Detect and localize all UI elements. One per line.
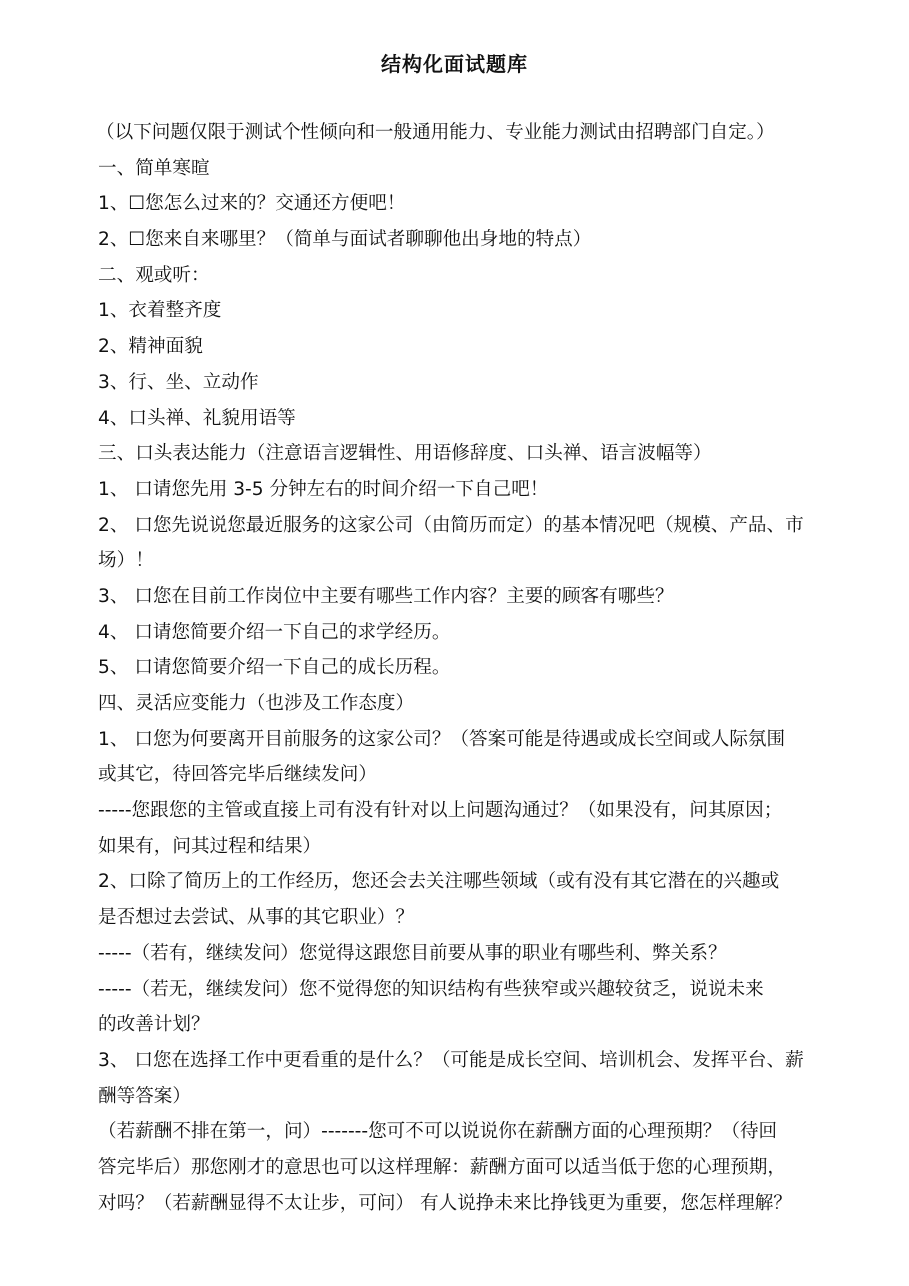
text-line: （若薪酬不排在第一，问）-------您可不可以说说你在薪酬方面的心理预期？（待回 bbox=[98, 1121, 778, 1143]
text-line: 对吗？（若薪酬显得不太让步，可问） 有人说挣未来比挣钱更为重要，您怎样理解？ bbox=[98, 1192, 792, 1214]
section-heading: 三、口头表达能力（注意语言逻辑性、用语修辞度、口头禅、语言波幅等） bbox=[98, 443, 712, 465]
text-line: 1、☐您怎么过来的？交通还方便吧！ bbox=[98, 193, 406, 215]
text-line: 答完毕后）那您刚才的意思也可以这样理解：薪酬方面可以适当低于您的心理预期， bbox=[98, 1156, 786, 1178]
text-line: 4、 口请您简要介绍一下自己的求学经历。 bbox=[98, 621, 451, 643]
text-line: 3、行、坐、立动作 bbox=[98, 371, 259, 393]
section-heading: 二、观或听： bbox=[98, 264, 210, 286]
text-line: 是否想过去尝试、从事的其它职业）？ bbox=[98, 907, 415, 929]
text-line: 2、口除了简历上的工作经历，您还会去关注哪些领域（或有没有其它潜在的兴趣或 bbox=[98, 871, 780, 893]
text-line: 2、☐您来自来哪里？（简单与面试者聊聊他出身地的特点） bbox=[98, 229, 592, 251]
text-line: 2、精神面貌 bbox=[98, 336, 203, 358]
document-body bbox=[98, 115, 880, 1221]
text-line: 如果有，问其过程和结果） bbox=[98, 835, 322, 857]
text-line: -----您跟您的主管或直接上司有没有针对以上问题沟通过？（如果没有，问其原因； bbox=[98, 800, 783, 822]
document-title: 结构化面试题库 bbox=[381, 52, 528, 76]
text-line: （以下问题仅限于测试个性倾向和一般通用能力、专业能力测试由招聘部门自定。） bbox=[96, 122, 775, 143]
text-line: 1、衣着整齐度 bbox=[98, 300, 222, 322]
text-line: 1、 口请您先用 3-5 分钟左右的时间介绍一下自己吧！ bbox=[98, 478, 549, 500]
text-line: -----（若有，继续发问）您觉得这跟您目前要从事的职业有哪些利、弊关系？ bbox=[98, 942, 727, 964]
text-line: 3、 口您在目前工作岗位中主要有哪些工作内容？主要的顾客有哪些？ bbox=[98, 585, 674, 607]
text-line: 或其它，待回答完毕后继续发问） bbox=[98, 764, 377, 786]
text-line: 酬等答案） bbox=[98, 1085, 191, 1107]
section-heading: 四、灵活应变能力（也涉及工作态度） bbox=[98, 693, 415, 714]
text-line: -----（若无，继续发问）您不觉得您的知识结构有些狭窄或兴趣较贫乏，说说未来 bbox=[98, 978, 764, 1000]
section-heading: 一、简单寒暄 bbox=[98, 157, 210, 179]
text-line: 场）！ bbox=[98, 550, 154, 572]
text-line: 的改善计划？ bbox=[98, 1014, 210, 1036]
text-line: 3、 口您在选择工作中更看重的是什么？（可能是成长空间、培训机会、发挥平台、薪 bbox=[98, 1049, 804, 1071]
text-line: 2、 口您先说说您最近服务的这家公司（由简历而定）的基本情况吧（规模、产品、市 bbox=[98, 514, 804, 536]
text-line: 1、 口您为何要离开目前服务的这家公司？（答案可能是待遇或成长空间或人际氛围 bbox=[98, 728, 786, 750]
text-line: 5、 口请您简要介绍一下自己的成长历程。 bbox=[98, 657, 451, 679]
text-line: 4、口头禅、礼貌用语等 bbox=[98, 407, 296, 429]
